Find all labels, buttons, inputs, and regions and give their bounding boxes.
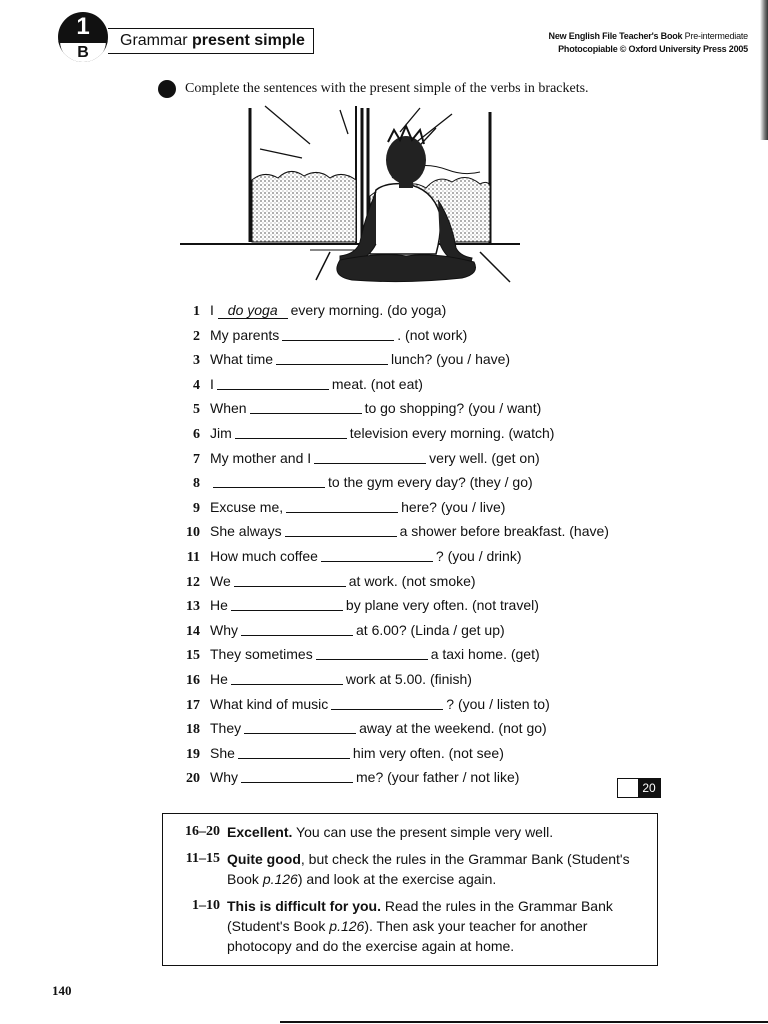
exercise-item <box>170 642 670 667</box>
exercise-item <box>170 618 670 643</box>
unit-badge <box>58 12 108 62</box>
item-number: 13 <box>186 599 200 615</box>
topic-label: present simple <box>192 32 305 49</box>
publisher-book: New English File Teacher's Book <box>548 31 683 41</box>
answer-blank[interactable] <box>316 644 428 660</box>
item-number: 18 <box>186 722 200 738</box>
item-number: 16 <box>186 672 200 688</box>
result-body: Read the rules in the Grammar Bank (Student's Book <box>227 898 613 934</box>
exercise-item <box>170 495 670 520</box>
page-title <box>108 28 314 54</box>
item-before: What kind of music <box>210 695 329 712</box>
exercise-item <box>170 347 670 372</box>
item-after: me? (your father / not like) <box>356 769 520 786</box>
exercise-item <box>170 569 670 594</box>
item-after: very well. (get on) <box>429 449 540 466</box>
item-after: a shower before breakfast. (have) <box>399 523 609 540</box>
answer-blank[interactable] <box>235 423 347 439</box>
item-before: My mother and I <box>210 449 312 466</box>
item-after: work at 5.00. (finish) <box>345 670 472 687</box>
exercise-item <box>170 741 670 766</box>
exercise-item <box>170 692 670 717</box>
item-after: ? (you / listen to) <box>446 695 550 712</box>
exercise-item <box>170 519 670 544</box>
exercise-item <box>170 396 670 421</box>
answer-blank[interactable] <box>286 497 398 513</box>
publisher-credit <box>549 30 748 56</box>
item-number: 19 <box>186 746 200 762</box>
answer-blank[interactable] <box>276 349 388 365</box>
result-heading: Excellent. <box>227 824 293 840</box>
item-number: 6 <box>193 426 200 442</box>
answer-blank[interactable] <box>250 398 362 414</box>
bullet-icon <box>158 80 176 98</box>
item-number: 11 <box>186 549 200 565</box>
item-number: 10 <box>186 525 200 541</box>
exercise-item <box>170 593 670 618</box>
unit-number: 1 <box>76 13 90 40</box>
item-after: a taxi home. (get) <box>430 646 540 663</box>
item-before: He <box>210 670 228 687</box>
item-after: lunch? (you / have) <box>391 351 511 368</box>
answer-blank[interactable] <box>285 521 397 537</box>
exercise-item <box>170 667 670 692</box>
answer-blank[interactable] <box>217 374 329 390</box>
exercise-item <box>170 323 670 348</box>
item-before: My parents <box>210 326 280 343</box>
item-number: 15 <box>186 648 200 664</box>
item-before: She always <box>210 523 282 540</box>
item-before: Jim <box>210 424 232 441</box>
item-before: She <box>210 744 235 761</box>
item-number: 12 <box>186 574 200 590</box>
item-before: They <box>210 720 242 737</box>
item-after: to the gym every day? (they / go) <box>328 474 533 491</box>
result-text <box>227 896 637 956</box>
item-number: 1 <box>193 304 200 319</box>
item-before: They sometimes <box>210 646 313 663</box>
bottom-rule <box>280 1021 768 1023</box>
item-number: 5 <box>193 402 200 418</box>
publisher-level: Pre-intermediate <box>684 31 748 41</box>
item-number: 8 <box>193 476 200 492</box>
exercise-item <box>170 544 670 569</box>
page-reference: p.126 <box>262 871 298 887</box>
item-number: 4 <box>193 377 200 393</box>
item-before: How much coffee <box>210 547 318 564</box>
item-after: him very often. (not see) <box>352 744 504 761</box>
item-after: every morning. (do yoga) <box>290 302 447 318</box>
results-box <box>162 813 658 966</box>
exercise-item <box>170 716 670 741</box>
item-before: Why <box>210 621 238 638</box>
item-after: to go shopping? (you / want) <box>364 400 542 417</box>
item-after: away at the weekend. (not go) <box>359 720 547 737</box>
answer-blank[interactable] <box>321 546 433 562</box>
item-after: television every morning. (watch) <box>349 424 555 441</box>
answer-blank[interactable] <box>282 325 394 341</box>
item-before: Excuse me, <box>210 498 284 515</box>
result-heading: This is difficult for you. <box>227 898 381 914</box>
item-number: 3 <box>193 353 200 369</box>
item-number: 20 <box>186 771 200 787</box>
page-number: 140 <box>52 983 72 998</box>
answer-blank[interactable] <box>241 767 353 783</box>
answer-blank[interactable] <box>314 448 426 464</box>
meditating-boy-illustration <box>180 104 520 288</box>
result-range: 1–10 <box>192 898 220 913</box>
publisher-copyright: Photocopiable © Oxford University Press 2005 <box>558 44 748 54</box>
example-answer: do yoga <box>218 303 288 319</box>
page-reference: p.126 <box>329 918 365 934</box>
result-range: 11–15 <box>185 851 220 866</box>
item-after: by plane very often. (not travel) <box>345 597 539 614</box>
item-before: When <box>210 400 247 417</box>
item-number: 7 <box>193 451 200 467</box>
result-range: 16–20 <box>185 824 220 839</box>
item-after: here? (you / live) <box>401 498 506 515</box>
exercise-list <box>170 298 670 790</box>
answer-blank[interactable] <box>331 694 443 710</box>
score-total: 20 <box>638 779 660 797</box>
score-box[interactable] <box>617 778 661 798</box>
item-before: What time <box>210 351 274 368</box>
section-label: Grammar <box>120 32 188 49</box>
item-after: . (not work) <box>397 326 468 343</box>
answer-blank[interactable] <box>231 669 343 685</box>
result-body-end: ). Then ask your teacher for another photocopy and do the exercise again at home. <box>227 918 588 954</box>
instruction-text: Complete the sentences with the present simple of the verbs in brackets. <box>185 81 589 96</box>
item-after: meat. (not eat) <box>331 375 423 392</box>
item-before: We <box>210 572 231 589</box>
result-body: , but check the rules in the Grammar Bank (Student's Book <box>227 851 630 887</box>
exercise-item <box>170 470 670 495</box>
answer-blank[interactable] <box>234 571 346 587</box>
exercise-item <box>170 372 670 397</box>
item-after: ? (you / drink) <box>435 547 522 564</box>
item-before: Why <box>210 769 238 786</box>
item-before: He <box>210 597 228 614</box>
item-after: at work. (not smoke) <box>348 572 476 589</box>
answer-blank[interactable] <box>241 620 353 636</box>
item-after: at 6.00? (Linda / get up) <box>356 621 505 638</box>
answer-blank[interactable] <box>231 595 343 611</box>
item-before: I <box>210 375 214 392</box>
answer-blank[interactable] <box>238 743 350 759</box>
item-number: 2 <box>193 328 200 344</box>
result-heading: Quite good <box>227 851 301 867</box>
item-number: 17 <box>186 697 200 713</box>
exercise-item <box>170 765 670 790</box>
answer-blank[interactable] <box>213 472 325 488</box>
result-body-end: ) and look at the exercise again. <box>297 871 497 887</box>
result-text <box>227 849 637 889</box>
result-body: You can use the present simple very well. <box>296 824 554 840</box>
exercise-item <box>170 298 670 323</box>
exercise-item <box>170 421 670 446</box>
result-text <box>227 822 637 842</box>
item-number: 9 <box>193 500 200 516</box>
scan-edge-shadow <box>760 0 768 140</box>
exercise-item <box>170 446 670 471</box>
unit-letter: B <box>58 41 108 62</box>
answer-blank[interactable] <box>244 718 356 734</box>
item-before: I <box>210 302 214 318</box>
item-number: 14 <box>186 623 200 639</box>
